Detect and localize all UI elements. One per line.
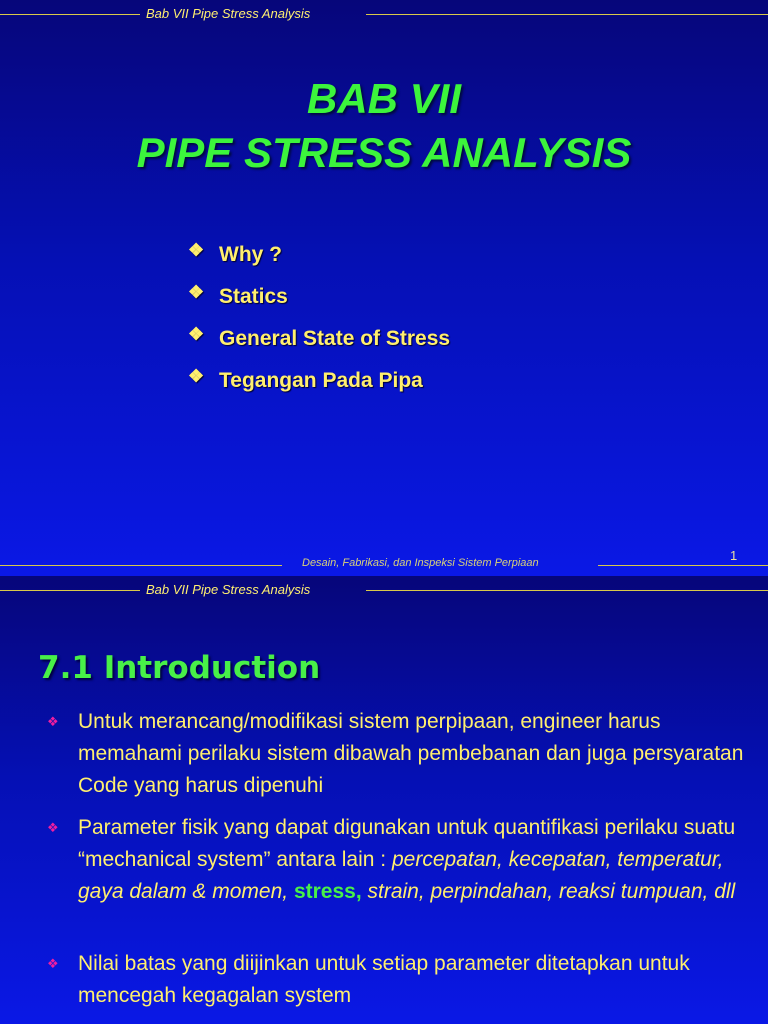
paragraph-2: ❖ Parameter fisik yang dapat digunakan untuk quantifikasi perilaku suatu “mechanical system” antara lain : percepatan, kecepatan, temperatur, gaya dalam & momen, stress, strain, perpindahan, reaksi tumpuan, dll — [78, 812, 758, 908]
page-number: 1 — [730, 548, 738, 563]
footer-text: Desain, Fabrikasi, dan Inspeksi Sistem Perpiaan — [302, 557, 539, 569]
slide-header — [0, 0, 768, 28]
slide-header — [0, 576, 768, 604]
header-rule-right — [366, 590, 768, 591]
diamond-cluster-icon: ❖ — [47, 714, 59, 729]
paragraph-3: ❖ Nilai batas yang diijinkan untuk setiap parameter ditetapkan untuk mencegah kegagalan system — [78, 948, 758, 1012]
slide-title-line2: PIPE STRESS ANALYSIS — [136, 129, 632, 176]
slide-title-line1: BAB VII — [306, 75, 461, 122]
diamond-cluster-icon: ❖ — [188, 366, 205, 386]
header-text: Bab VII Pipe Stress Analysis — [146, 582, 311, 597]
header-rule-left — [0, 590, 140, 591]
diamond-cluster-icon: ❖ — [188, 324, 205, 344]
header-rule-left — [0, 14, 140, 15]
diamond-cluster-icon: ❖ — [47, 820, 59, 835]
stress-term: stress, — [293, 880, 362, 903]
header-text: Bab VII Pipe Stress Analysis — [146, 6, 311, 21]
paragraph-1: ❖ Untuk merancang/modifikasi sistem perpipaan, engineer harus memahami perilaku sistem dibawah pembebanan dan juga persyaratan Code yang harus dipenuhi — [78, 706, 758, 802]
footer-rule-right — [598, 565, 768, 566]
diamond-cluster-icon: ❖ — [47, 956, 59, 971]
header-rule-right — [366, 14, 768, 15]
diamond-cluster-icon: ❖ — [188, 240, 205, 260]
section-heading: 7.1 Introduction — [38, 650, 321, 686]
slide-2 — [0, 576, 768, 1024]
slide-footer — [0, 548, 768, 576]
diamond-cluster-icon: ❖ — [188, 282, 205, 302]
slide-1: Bab VII Pipe Stress Analysis BAB VII PIPE STRESS ANALYSIS ❖ Why ? ❖ Statics ❖ General State of Stress ❖ Tegangan Pada Pipa Desain, Fabrikasi, dan Inspeksi Sistem Perpiaan 1 — [0, 0, 768, 576]
footer-rule-left — [0, 565, 282, 566]
